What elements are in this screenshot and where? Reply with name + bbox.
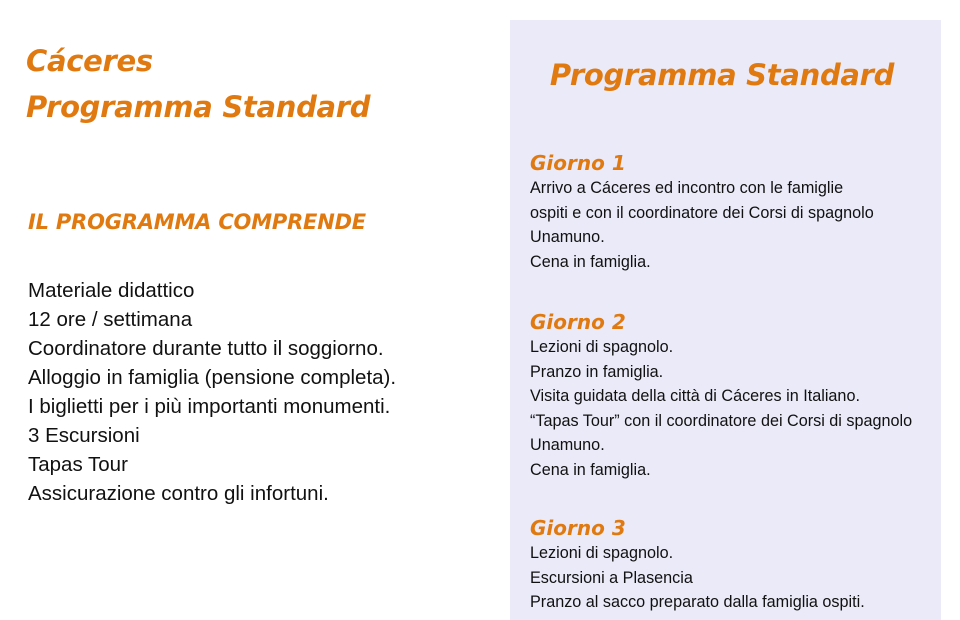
list-item: 12 ore / settimana: [28, 308, 193, 331]
day-line: Pranzo in famiglia.: [530, 362, 664, 381]
day-title: Giorno 2: [530, 310, 626, 334]
list-item: Coordinatore durante tutto il soggiorno.: [28, 337, 384, 360]
day-lines: [530, 335, 912, 482]
day-line: Unamuno.: [530, 436, 605, 454]
day-line: “Tapas Tour” con il coordinatore dei Corsi di spagnolo: [530, 411, 913, 430]
schedule-panel: [510, 20, 941, 620]
page-title: [26, 38, 370, 130]
day-lines: [530, 176, 874, 274]
list-item: I biglietti per i più importanti monumenti.: [28, 395, 391, 418]
program-title: Programma Standard: [26, 90, 371, 124]
day-section-3: [530, 515, 865, 615]
day-lines: [530, 541, 865, 615]
day-line: Escursioni a Plasencia: [530, 568, 693, 587]
includes-list: [28, 276, 396, 508]
day-section-1: [530, 150, 874, 274]
day-line: Visita guidata della città di Cáceres in Italiano.: [530, 387, 860, 405]
day-title: Giorno 3: [530, 516, 626, 540]
list-item: Alloggio in famiglia (pensione completa).: [28, 366, 397, 389]
day-line: Cena in famiglia.: [530, 460, 651, 479]
day-line: Unamuno.: [530, 228, 605, 246]
list-item: Materiale didattico: [28, 279, 195, 302]
cropped-text-fragment: [28, 612, 358, 620]
day-section-2: [530, 309, 912, 482]
list-item: Assicurazione contro gli infortuni.: [28, 482, 329, 505]
list-item: 3 Escursioni: [28, 424, 140, 447]
includes-heading: IL PROGRAMMA COMPRENDE: [28, 210, 366, 234]
day-line: Arrivo a Cáceres ed incontro con le famiglie: [530, 179, 844, 197]
panel-title: Programma Standard: [549, 58, 895, 92]
day-line: Lezioni di spagnolo.: [530, 544, 674, 562]
day-line: ospiti e con il coordinatore dei Corsi di spagnolo: [530, 203, 874, 222]
day-title: Giorno 1: [530, 151, 626, 175]
list-item: Tapas Tour: [28, 453, 128, 476]
day-line: Cena in famiglia.: [530, 252, 651, 271]
city-title: Cáceres: [26, 44, 153, 78]
day-line: Lezioni di spagnolo.: [530, 338, 674, 356]
day-line: Pranzo al sacco preparato dalla famiglia ospiti.: [530, 593, 865, 611]
